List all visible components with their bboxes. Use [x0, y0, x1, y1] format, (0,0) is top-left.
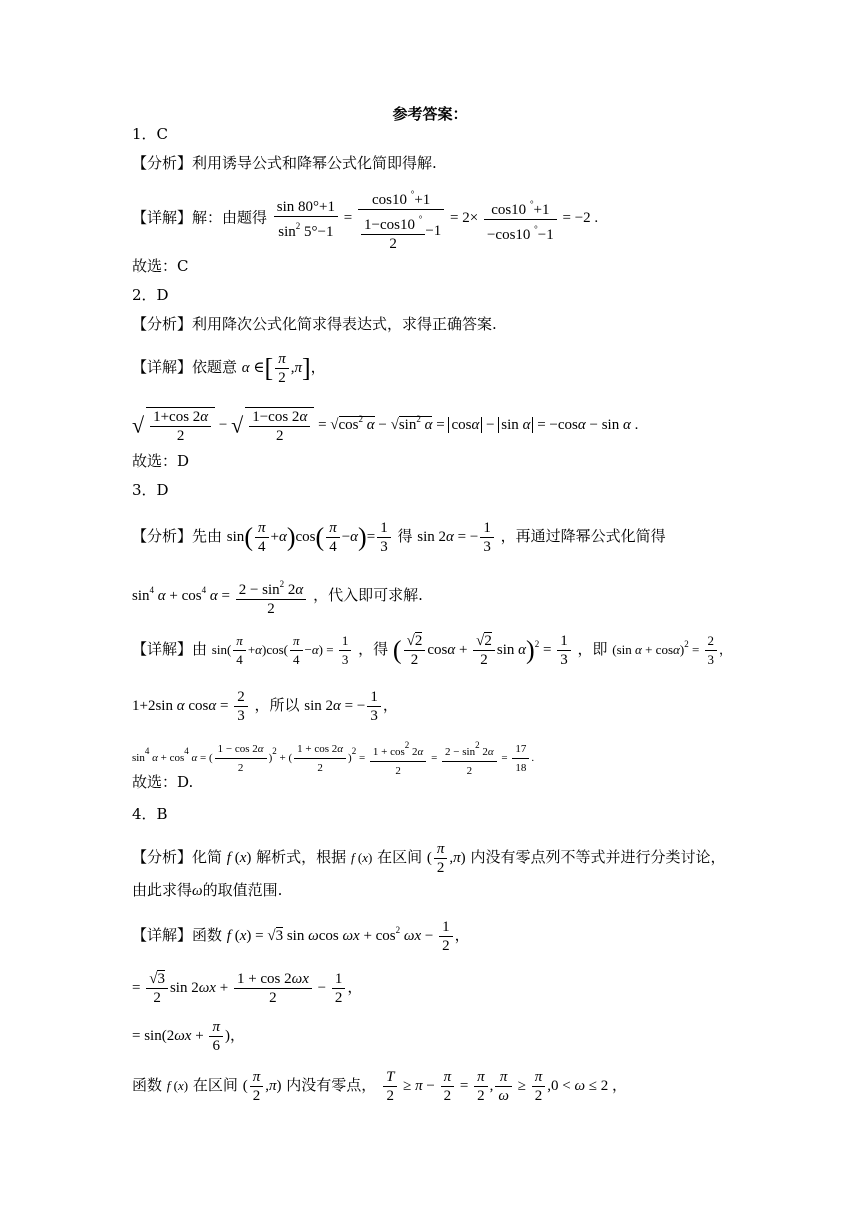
q1-detail-label: 【详解】解：由题得 — [132, 208, 268, 227]
q2-formula: √ $\frac{1+\cos 2\alpha}{2}$ − √ $\frac{1-\cos 2\alpha}{2}$ = $√\cos^2$ $\alpha - √\sin^2$ α = cosα − sin α = −cosα − sin α . — [132, 409, 639, 444]
q4-analysis-suffix: 内没有零点列不等式并进行分类讨论， — [470, 847, 726, 866]
q4-analysis-line2b: 的取值范围. — [202, 881, 283, 899]
q4-number: 4．B — [132, 805, 168, 823]
q4-detail-line3: = sin(2ωx + $\frac{\pi}{6}$ )， — [132, 1019, 245, 1054]
q3-answer: 故选：D. — [132, 773, 194, 791]
q3-detail-label: 【详解】由 — [132, 639, 208, 658]
q4-analysis-line2a: 由此求得 — [132, 881, 193, 899]
q3-analysis-suffix: ，再通过降幂公式化简得 — [500, 526, 666, 545]
q1-formula: $\frac{\sin 80^\circ+1}{\sin^2 5^\circ-1}$ = cos10 °+1 $\frac{1-\cos 10 ^\circ}{2}$ −1 = 2× $\frac{\cos 10 ^\circ+1}{-\cos 10 ^\circ-1}$ = −2 . — [272, 210, 598, 226]
q2-detail-label: 【详解】依题意 — [132, 357, 238, 376]
q2-analysis: 【分析】利用降次公式化简求得表达式，求得正确答案. — [132, 315, 497, 333]
q4-last-prefix: 函数 — [132, 1075, 163, 1094]
q3-analysis-line2: $\sin^4 \alpha + \cos^4 \alpha$ = $\frac{2 - \sin^2 2\alpha}{2}$ ，代入即可求解. — [132, 575, 423, 618]
q3-detail-line2-mid: ，所以 — [254, 695, 300, 714]
q1-answer: 故选：C — [132, 257, 189, 275]
q4-detail-label: 【详解】函数 — [132, 925, 223, 944]
q4-analysis: 【分析】化简 f (x) 解析式，根据 f (x) 在区间 ( $\frac{\pi}{2}$ ,π) 内没有零点列不等式并进行分类讨论， — [132, 841, 726, 876]
q3-detail-mid1: ，得 — [358, 639, 389, 658]
q3-detail-mid2: ，即 — [577, 639, 608, 658]
q3-analysis-label: 【分析】先由 — [132, 526, 223, 545]
q2-detail — [132, 350, 326, 387]
q4-last-mid1: 在区间 — [192, 1075, 238, 1094]
q3-analysis-mid: 得 — [397, 526, 413, 545]
q4-detail-line4: 函数 f (x) 在区间 ( $\frac{\pi}{2}$ ,π) 内没有零点， $\frac{T}{2}$ ≥ π − $\frac{\pi}{2}$ = $\frac{\pi}{2}$ , $\frac{\pi}{\omega}$ ≥ $\frac{\pi}{2}$ ,0 < ω ≤ 2 ， — [132, 1069, 628, 1104]
q3-analysis-tail: ，代入即可求解. — [313, 585, 423, 604]
q4-analysis-mid1: 解析式，根据 — [256, 847, 347, 866]
q4-analysis-label: 【分析】化简 — [132, 847, 223, 866]
q4-detail: 【详解】函数 f (x) = √3 sin ωcos $\omega x + \cos^2 \omega x$ − $\frac{1}{2}$ ， — [132, 919, 470, 954]
q1-number: 1．C — [132, 125, 169, 143]
q4-last-mid2: 内没有零点， — [286, 1075, 377, 1094]
page-title: 参考答案： — [392, 105, 468, 123]
q3-detail-line2: 1+2sin α cosα = $\frac{2}{3}$ ，所以 sin 2α = − $\frac{1}{3}$ ， — [132, 689, 398, 724]
q1-analysis: 【分析】利用诱导公式和降幂公式化简即得解. — [132, 154, 437, 172]
q3-analysis: 【分析】先由 sin( $\frac{\pi}{4}$ +α)cos( $\frac{\pi}{4}$ −α)= $\frac{1}{3}$ 得 sin 2α = − $\frac{1}{3}$ ，再通过降幂公式化简得 — [132, 520, 666, 555]
q4-analysis-mid2: 在区间 — [377, 847, 423, 866]
q1-detail — [132, 185, 598, 253]
q2-answer: 故选：D — [132, 452, 190, 470]
q3-detail: 【详解】由 sin( $\frac{\pi}{4}$ +α)cos( $\frac{\pi}{4}$ −α) = $\frac{1}{3}$ ，得 ( $\frac{√2}{2}$ cosα + $\frac{√2}{2}$ sin α)$^2$ = $\frac{1}{3}$ ，即 (sin α + cosα)$^2$ = $\frac{2}{3}$ ， — [132, 633, 733, 668]
q3-detail-line3: $\sin^4 \alpha + \cos^4 \alpha$ = ( $\frac{1 - \cos 2\alpha}{2}$ )$^2$ + ( $\frac{1 + \cos 2\alpha}{2}$ )$^2$ = $\frac{1 + \cos^2 2\alpha}{2}$ = $\frac{2 - \sin^2 2\alpha}{2}$ = $\frac{17}{18}$ . — [132, 736, 534, 780]
q4-analysis-line2: 由此求得ω的取值范围. — [132, 881, 283, 899]
q3-number: 3．D — [132, 481, 169, 499]
q2-number: 2．D — [132, 286, 169, 304]
q2-domain: α ∈[ $\frac{\pi}{2}$ ,π]， — [241, 351, 326, 386]
q4-detail-line2: = $\frac{√3}{2}$ sin 2ωx + $\frac{1 + \cos 2\omega x}{2}$ − $\frac{1}{2}$ ， — [132, 971, 363, 1006]
